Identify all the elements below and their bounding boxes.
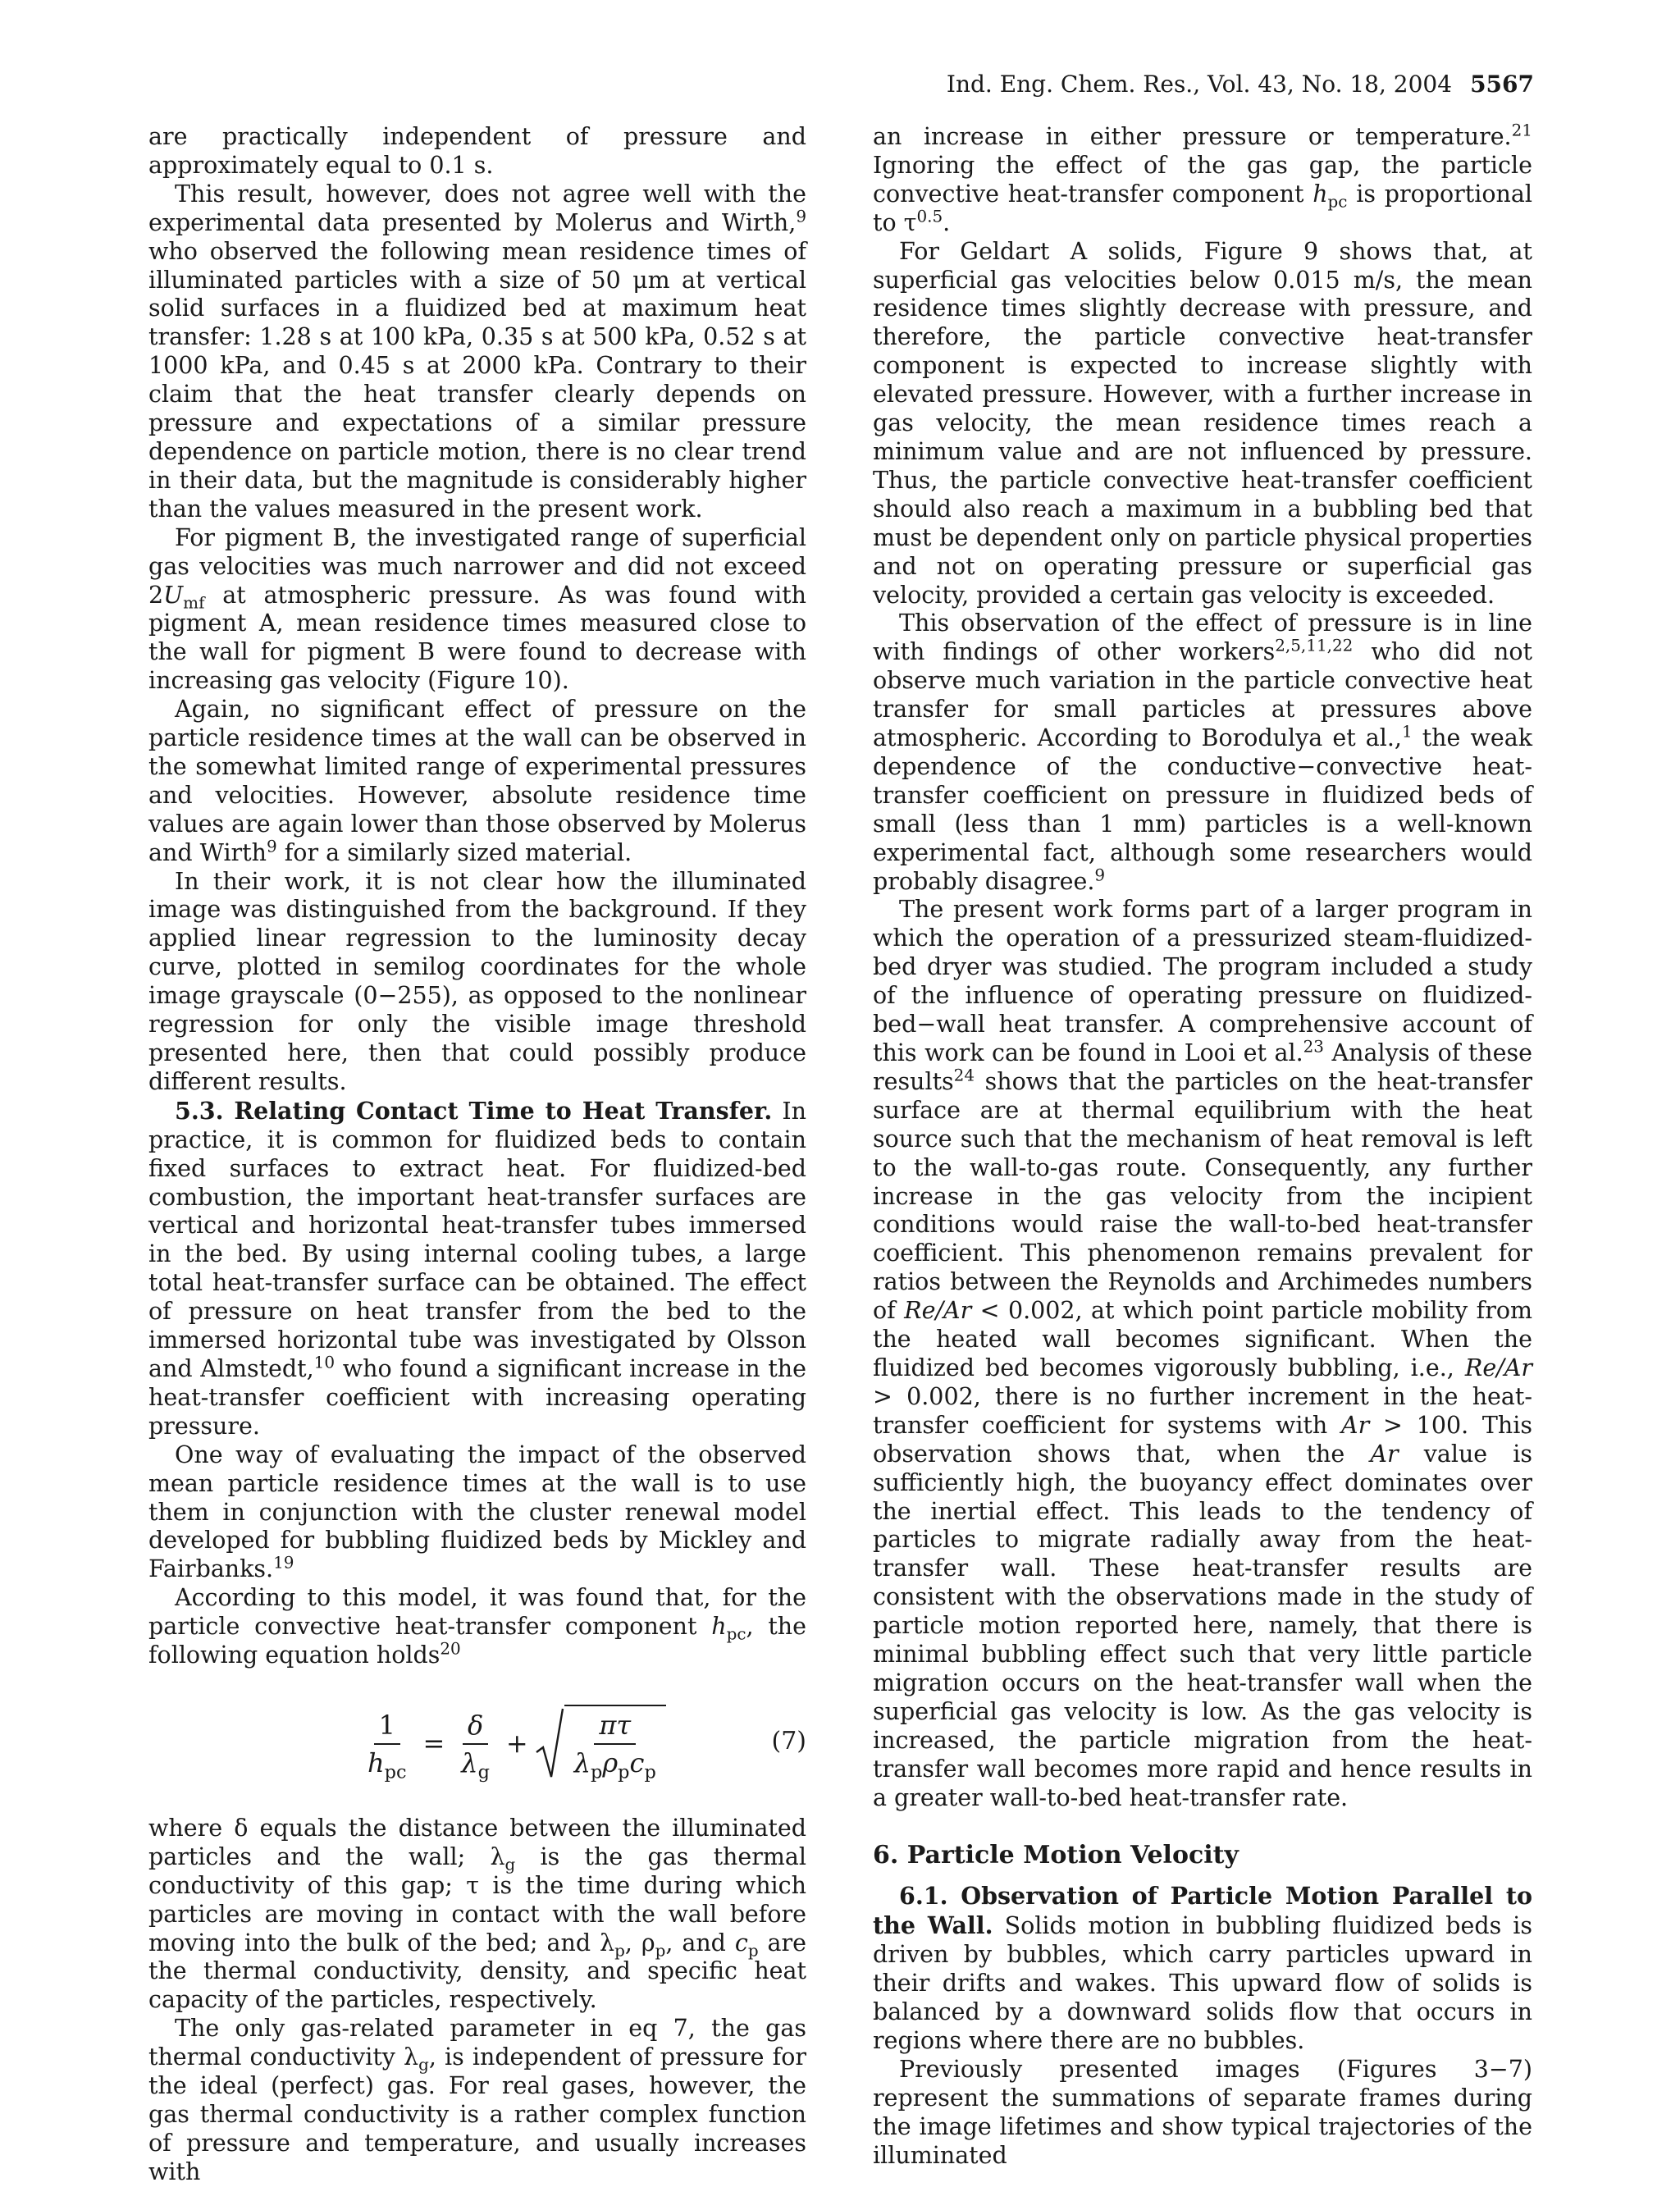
subsection-heading: 6.1. Observation of Particle Motion Parallel to the Wall. [873,1882,1532,1940]
paragraph: For pigment B, the investigated range of superficial gas velocities was much narrower and did not exceed $2U_{mf}$ at atmospheric pressure. As was found with pigment A, mean residence times measured close to the wall for pigment B were found to decrease with increasing gas velocity (Figure 10). [148,523,806,695]
equation-number: (7) [771,1726,806,1756]
square-root [535,1706,666,1782]
paragraph: In their work, it is not clear how the illuminated image was distinguished from the background. If they applied linear regression to the luminosity decay curve, plotted in semilog coordinates for the whole image grayscale (0−255), as opposed to the nonlinear regression for only the visible image threshold presented here, then that could possibly produce different results. [148,867,806,1095]
paragraph: The present work forms part of a larger program in which the operation of a pressurized steam-fluidized-bed dryer was studied. The program included a study of the influence of operating pressure on fluidized-bed−wall heat transfer. A comprehensive account of this work can be found in Looi et al.$^{23}$ Analysis of these results$^{24}$ shows that the particles on the heat-transfer surface are at thermal equilibrium with the heat source such that the mechanism of heat removal is left to the wall-to-gas route. Consequently, any further increase in the gas velocity from the incipient conditions would raise the wall-to-bed heat-transfer coefficient. This phenomenon remains prevalent for ratios between the Reynolds and Archimedes numbers of Re/Ar < 0.002, at which point particle mobility from the heated wall becomes significant. When the fluidized bed becomes vigorously bubbling, i.e., Re/Ar > 0.002, there is no further increment in the heat-transfer coefficient for systems with Ar > 100. This observation shows that, when the Ar value is sufficiently high, the buoyancy effect dominates over the inertial effect. This leads to the tendency of particles to migrate radially away from the heat-transfer wall. These heat-transfer results are consistent with the observations made in the study of particle motion reported here, namely, that there is minimal bubbling effect such that very little particle migration occurs on the heat-transfer wall when the superficial gas velocity is low. As the gas velocity is increased, the particle migration from the heat-transfer wall becomes more rapid and hence results in a greater wall-to-bed heat-transfer rate. [873,896,1533,1811]
fraction: $\frac{1}{h_{pc}}$ [368,1709,407,1783]
paragraph: For Geldart A solids, Figure 9 shows that, at superficial gas velocities below 0.015 m/s, the mean residence times slightly decrease with pressure, and therefore, the particle convective heat-transfer component is expected to increase slightly with elevated pressure. However, with a further increase in gas velocity, the mean residence times reach a minimum value and are not influenced by pressure. Thus, the particle convective heat-transfer coefficient should also reach a maximum in a bubbling bed that must be dependent only on particle physical properties and not on operating pressure or superficial gas velocity, provided a certain gas velocity is exceeded. [873,237,1532,609]
radical-sign-icon [535,1706,564,1782]
citation: 9 [1094,865,1106,885]
left-column [148,123,806,2187]
citation: 23 [1303,1036,1324,1057]
paragraph: 5.3. Relating Contact Time to Heat Transfer. In practice, it is common for fluidized beds to contain fixed surfaces to extract heat. For fluidized-bed combustion, the important heat-transfer surfaces are vertical and horizontal heat-transfer tubes immersed in the bed. By using internal cooling tubes, a large total heat-transfer surface can be obtained. The effect of pressure on heat transfer from the bed to the immersed horizontal tube was investigated by Olsson and Almstedt,$^{10}$ who found a significant increase in the heat-transfer coefficient with increasing operating pressure. [148,1096,806,1440]
paragraph: Again, no significant effect of pressure on the particle residence times at the wall can be observed in the somewhat limited range of experimental pressures and velocities. However, absolute residence time values are again lower than those observed by Molerus and Wirth$^9$ for a similarly sized material. [148,696,806,866]
subsection-heading: 5.3. Relating Contact Time to Heat Transfer. [175,1096,773,1125]
paragraph: where δ equals the distance between the illuminated particles and the wall; $\lambda_g$ is the gas thermal conductivity of this gap; τ is the time during which particles are moving in contact with the wall before moving into the bulk of the bed; and $\lambda_p$, $\rho_p$, and $c_p$ are the thermal conductivity, density, and specific heat capacity of the particles, respectively. [148,1814,806,2014]
citation: 2,5,11,22 [1275,635,1354,655]
section-heading: 6. Particle Motion Velocity [873,1841,1239,1870]
fraction: $\frac{\delta}{\lambda_g}$ [461,1709,490,1783]
citation: 1 [1401,721,1413,742]
journal-citation: Ind. Eng. Chem. Res., Vol. 43, No. 18, 2004 [946,71,1453,98]
running-header [947,71,1534,98]
paragraph: One way of evaluating the impact of the observed mean particle residence times at the wall is to use them in conjunction with the cluster renewal model developed for bubbling fluidized beds by Mickley and Fairbanks.$^{19}$ [148,1440,806,1583]
paragraph: According to this model, it was found that, for the particle convective heat-transfer component $h_{pc}$, the following equation holds$^{20}$ [148,1584,807,1669]
paragraph: 6.1. Observation of Particle Motion Parallel to the Wall. Solids motion in bubbling fluidized beds is driven by bubbles, which carry particles upward in their drifts and wakes. This upward flow of solids is balanced by a downward solids flow that occurs in regions where there are no bubbles. [873,1882,1533,2054]
citation: 24 [953,1065,975,1085]
paragraph: Previously presented images (Figures 3−7) represent the summations of separate frames during the image lifetimes and show typical trajectories of the illuminated [873,2055,1532,2169]
citation: 20 [440,1638,461,1659]
page-number: 5567 [1470,71,1534,98]
paragraph: The only gas-related parameter in eq 7, the gas thermal conductivity $\lambda_g$, is independent of pressure for the ideal (perfect) gas. For real gases, however, the gas thermal conductivity is a rather complex function of pressure and temperature, and usually increases with [148,2015,806,2185]
paragraph: This result, however, does not agree well with the experimental data presented by Molerus and Wirth,$^9$ who observed the following mean residence times of illuminated particles with a size of 50 μm at vertical solid surfaces in a fluidized bed at maximum heat transfer: 1.28 s at 100 kPa, 0.35 s at 500 kPa, 0.52 s at 1000 kPa, and 0.45 s at 2000 kPa. Contrary to their claim that the heat transfer clearly depends on pressure and expectations of a similar pressure dependence on particle motion, there is no clear trend in their data, but the magnitude is considerably higher than the values measured in the present work. [148,180,806,523]
paragraph: This observation of the effect of pressure is in line with findings of other workers$^{2,5,11,22}$ who did not observe much variation in the particle convective heat transfer for small particles at pressures above atmospheric. According to Borodulya et al.,$^1$ the weak dependence of the conductive−convective heat-transfer coefficient on pressure in fluidized beds of small (less than 1 mm) particles is a well-known experimental fact, although some researchers would probably disagree.$^9$ [873,610,1532,895]
citation: 21 [1511,120,1532,140]
citation: 10 [313,1352,336,1372]
citation: 9 [267,836,277,856]
citation: 9 [796,206,806,226]
citation: 19 [273,1552,294,1573]
fraction: $\frac{\pi\tau}{\lambda_p\rho_pc_p}$ [573,1709,656,1783]
paragraph: are practically independent of pressure and approximately equal to 0.1 s. [148,123,806,179]
right-column [873,120,1533,2170]
equation-7: $\frac{1}{h_{pc}}$ = $\frac{\delta}{\lambda_g}$ + $\frac{\pi\tau}{\lambda_p\rho_pc_p}$ (7) [148,1698,806,1788]
paragraph: an increase in either pressure or temperature.$^{21}$ Ignoring the effect of the gas gap, the particle convective heat-transfer component $h_{pc}$ is proportional to $\tau^{0.5}$. [873,120,1532,236]
